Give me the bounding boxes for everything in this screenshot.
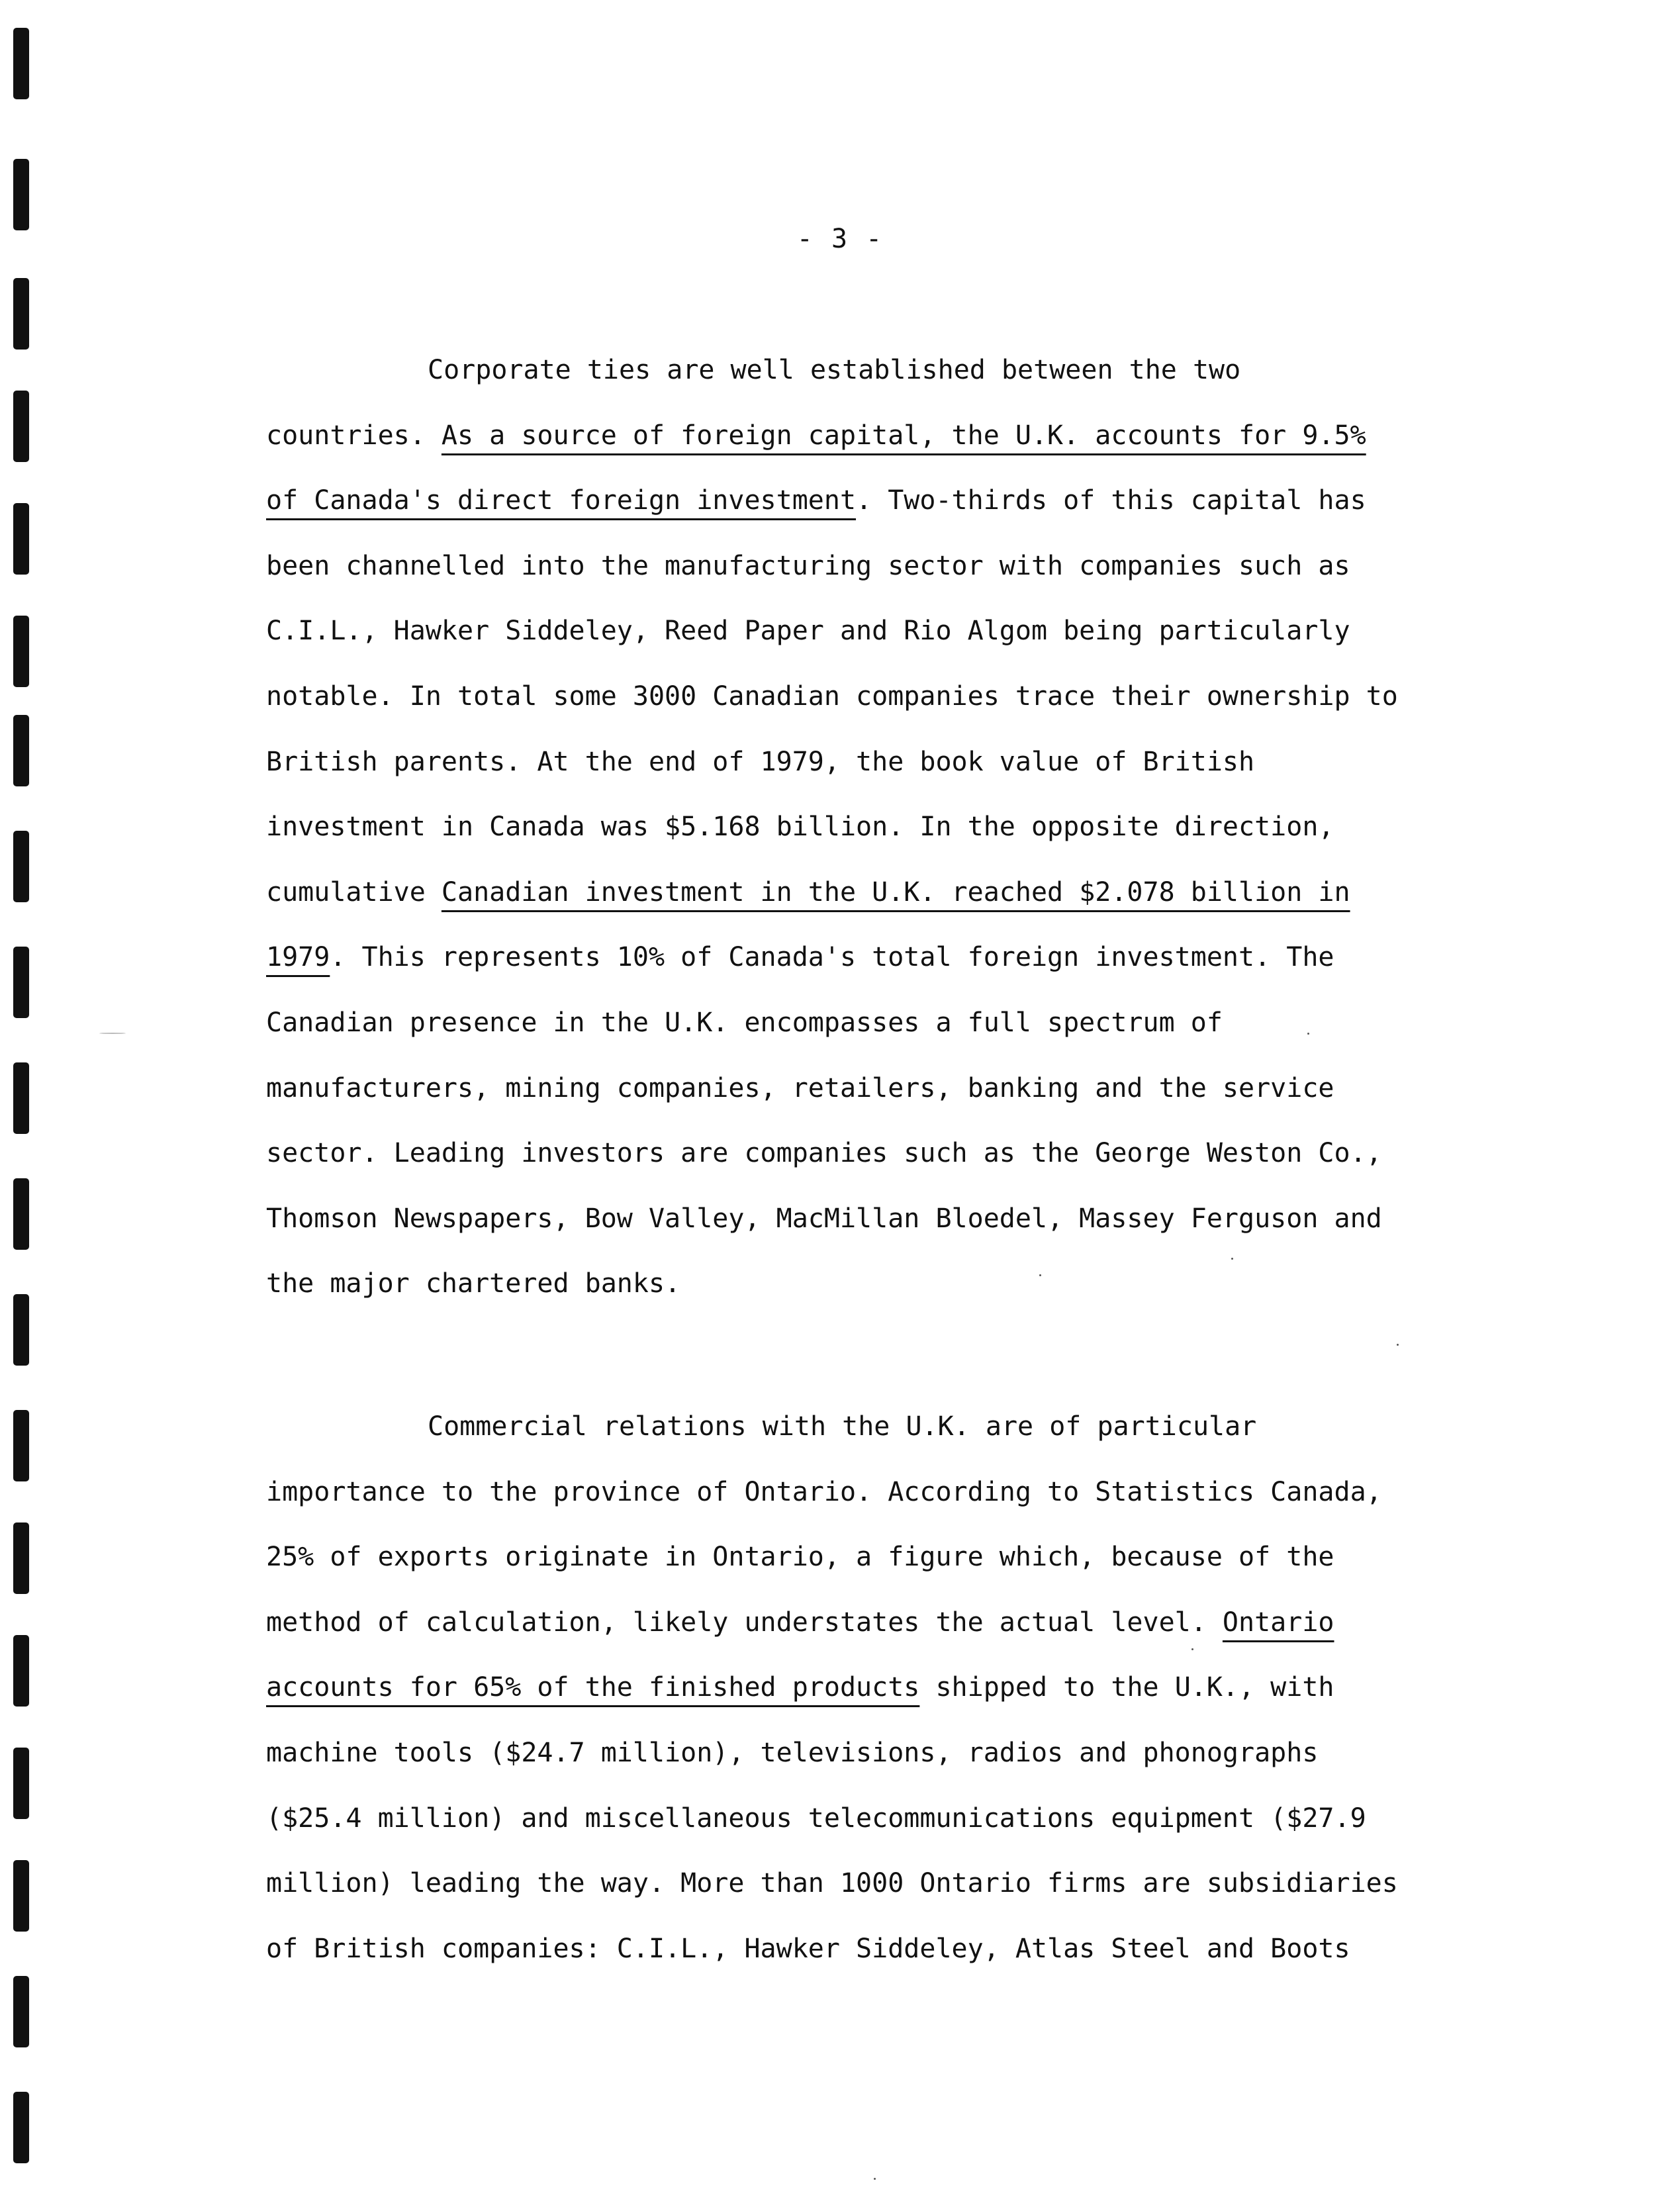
page-number: - 3 - (796, 224, 884, 254)
scan-speck (1231, 1258, 1233, 1260)
text-line (266, 1590, 1458, 1656)
punch-hole-mark (13, 28, 29, 99)
text-line (266, 1655, 1458, 1720)
text-line (266, 534, 1458, 599)
punch-hole-mark (13, 1860, 29, 1932)
punch-hole-mark (13, 1062, 29, 1134)
underlined-text: accounts for 65% of the finished products (266, 1672, 920, 1703)
text-segment: of British companies: C.I.L., Hawker Siddeley, Atlas Steel and Boots (266, 1933, 1350, 1964)
text-segment: 25% of exports originate in Ontario, a figure which, because of the (266, 1542, 1334, 1573)
text-line (266, 598, 1458, 664)
underlined-text: of Canada's direct foreign investment (266, 485, 857, 516)
punch-hole-mark (13, 1410, 29, 1481)
paragraph-commercial-relations (266, 1394, 1458, 1981)
punch-hole-mark (13, 831, 29, 902)
punch-hole-mark (13, 391, 29, 462)
punch-hole-mark (13, 503, 29, 575)
text-segment: manufacturers, mining companies, retailers, banking and the service (266, 1072, 1334, 1103)
text-segment: . Two-thirds of this capital has (856, 485, 1366, 516)
text-segment: million) leading the way. More than 1000 Ontario firms are subsidiaries (266, 1868, 1398, 1899)
scan-speck (1191, 1648, 1193, 1650)
text-line (266, 664, 1458, 729)
underlined-text: As a source of foreign capital, the U.K. accounts for 9.5% (441, 420, 1366, 451)
punch-hole-strip (0, 0, 53, 2201)
text-segment: Thomson Newspapers, Bow Valley, MacMillan Bloedel, Massey Ferguson and (266, 1203, 1382, 1234)
text-segment: the major chartered banks. (266, 1268, 681, 1299)
scan-speck (1039, 1274, 1041, 1276)
text-segment: notable. In total some 3000 Canadian companies trace their ownership to (266, 680, 1398, 712)
text-segment: Corporate ties are well established between the two (428, 355, 1241, 385)
punch-hole-mark (13, 278, 29, 350)
underlined-text: Ontario (1222, 1607, 1334, 1638)
text-line (266, 1916, 1458, 1982)
text-segment: method of calculation, likely understates the actual level. (266, 1607, 1223, 1638)
text-segment: Canadian presence in the U.K. encompasses a full spectrum of (266, 1007, 1223, 1038)
punch-hole-mark (13, 1294, 29, 1366)
punch-hole-mark (13, 1635, 29, 1707)
scan-speck (99, 1033, 126, 1034)
underlined-text: 1979 (266, 942, 330, 973)
scan-speck (874, 2178, 876, 2180)
punch-hole-mark (13, 1522, 29, 1594)
scan-speck (1397, 1344, 1399, 1346)
text-segment: machine tools ($24.7 million), televisions, radios and phonographs (266, 1737, 1319, 1768)
text-line (266, 1851, 1458, 1916)
text-line (266, 403, 1458, 469)
text-line (266, 925, 1458, 990)
punch-hole-mark (13, 1178, 29, 1250)
text-segment: ($25.4 million) and miscellaneous telecommunications equipment ($27.9 (266, 1803, 1366, 1834)
punch-hole-mark (13, 1976, 29, 2047)
text-segment: shipped to the U.K., with (919, 1672, 1334, 1703)
text-segment: investment in Canada was $5.168 billion. In the opposite direction, (266, 812, 1334, 843)
text-line (266, 1394, 1458, 1460)
text-line (266, 794, 1458, 860)
paragraph-corporate-ties (266, 338, 1458, 1317)
text-segment: British parents. At the end of 1979, the book value of British (266, 746, 1255, 777)
punch-hole-mark (13, 616, 29, 687)
punch-hole-mark (13, 1748, 29, 1819)
text-line (266, 1251, 1458, 1317)
text-segment: . This represents 10% of Canada's total foreign investment. The (330, 942, 1334, 973)
punch-hole-mark (13, 715, 29, 786)
text-line (266, 468, 1458, 534)
text-line (266, 729, 1458, 795)
text-segment: countries. (266, 420, 442, 451)
text-line (266, 1186, 1458, 1252)
scan-speck (1307, 1033, 1309, 1035)
text-segment: cumulative (266, 876, 442, 908)
text-segment: C.I.L., Hawker Siddeley, Reed Paper and Rio Algom being particularly (266, 616, 1350, 647)
text-line (266, 1121, 1458, 1186)
punch-hole-mark (13, 947, 29, 1018)
text-line (266, 990, 1458, 1056)
text-line (266, 1524, 1458, 1590)
punch-hole-mark (13, 2092, 29, 2163)
text-line (266, 1786, 1458, 1851)
text-line (266, 860, 1458, 925)
text-line (266, 1460, 1458, 1525)
text-line (266, 1720, 1458, 1786)
text-segment: Commercial relations with the U.K. are of particular (428, 1411, 1257, 1442)
punch-hole-mark (13, 159, 29, 230)
text-segment: been channelled into the manufacturing sector with companies such as (266, 550, 1350, 581)
text-segment: sector. Leading investors are companies such as the George Weston Co., (266, 1138, 1382, 1169)
underlined-text: Canadian investment in the U.K. reached $2.078 billion in (441, 876, 1350, 908)
text-segment: importance to the province of Ontario. According to Statistics Canada, (266, 1476, 1382, 1507)
text-line (266, 338, 1458, 403)
text-line (266, 1056, 1458, 1121)
